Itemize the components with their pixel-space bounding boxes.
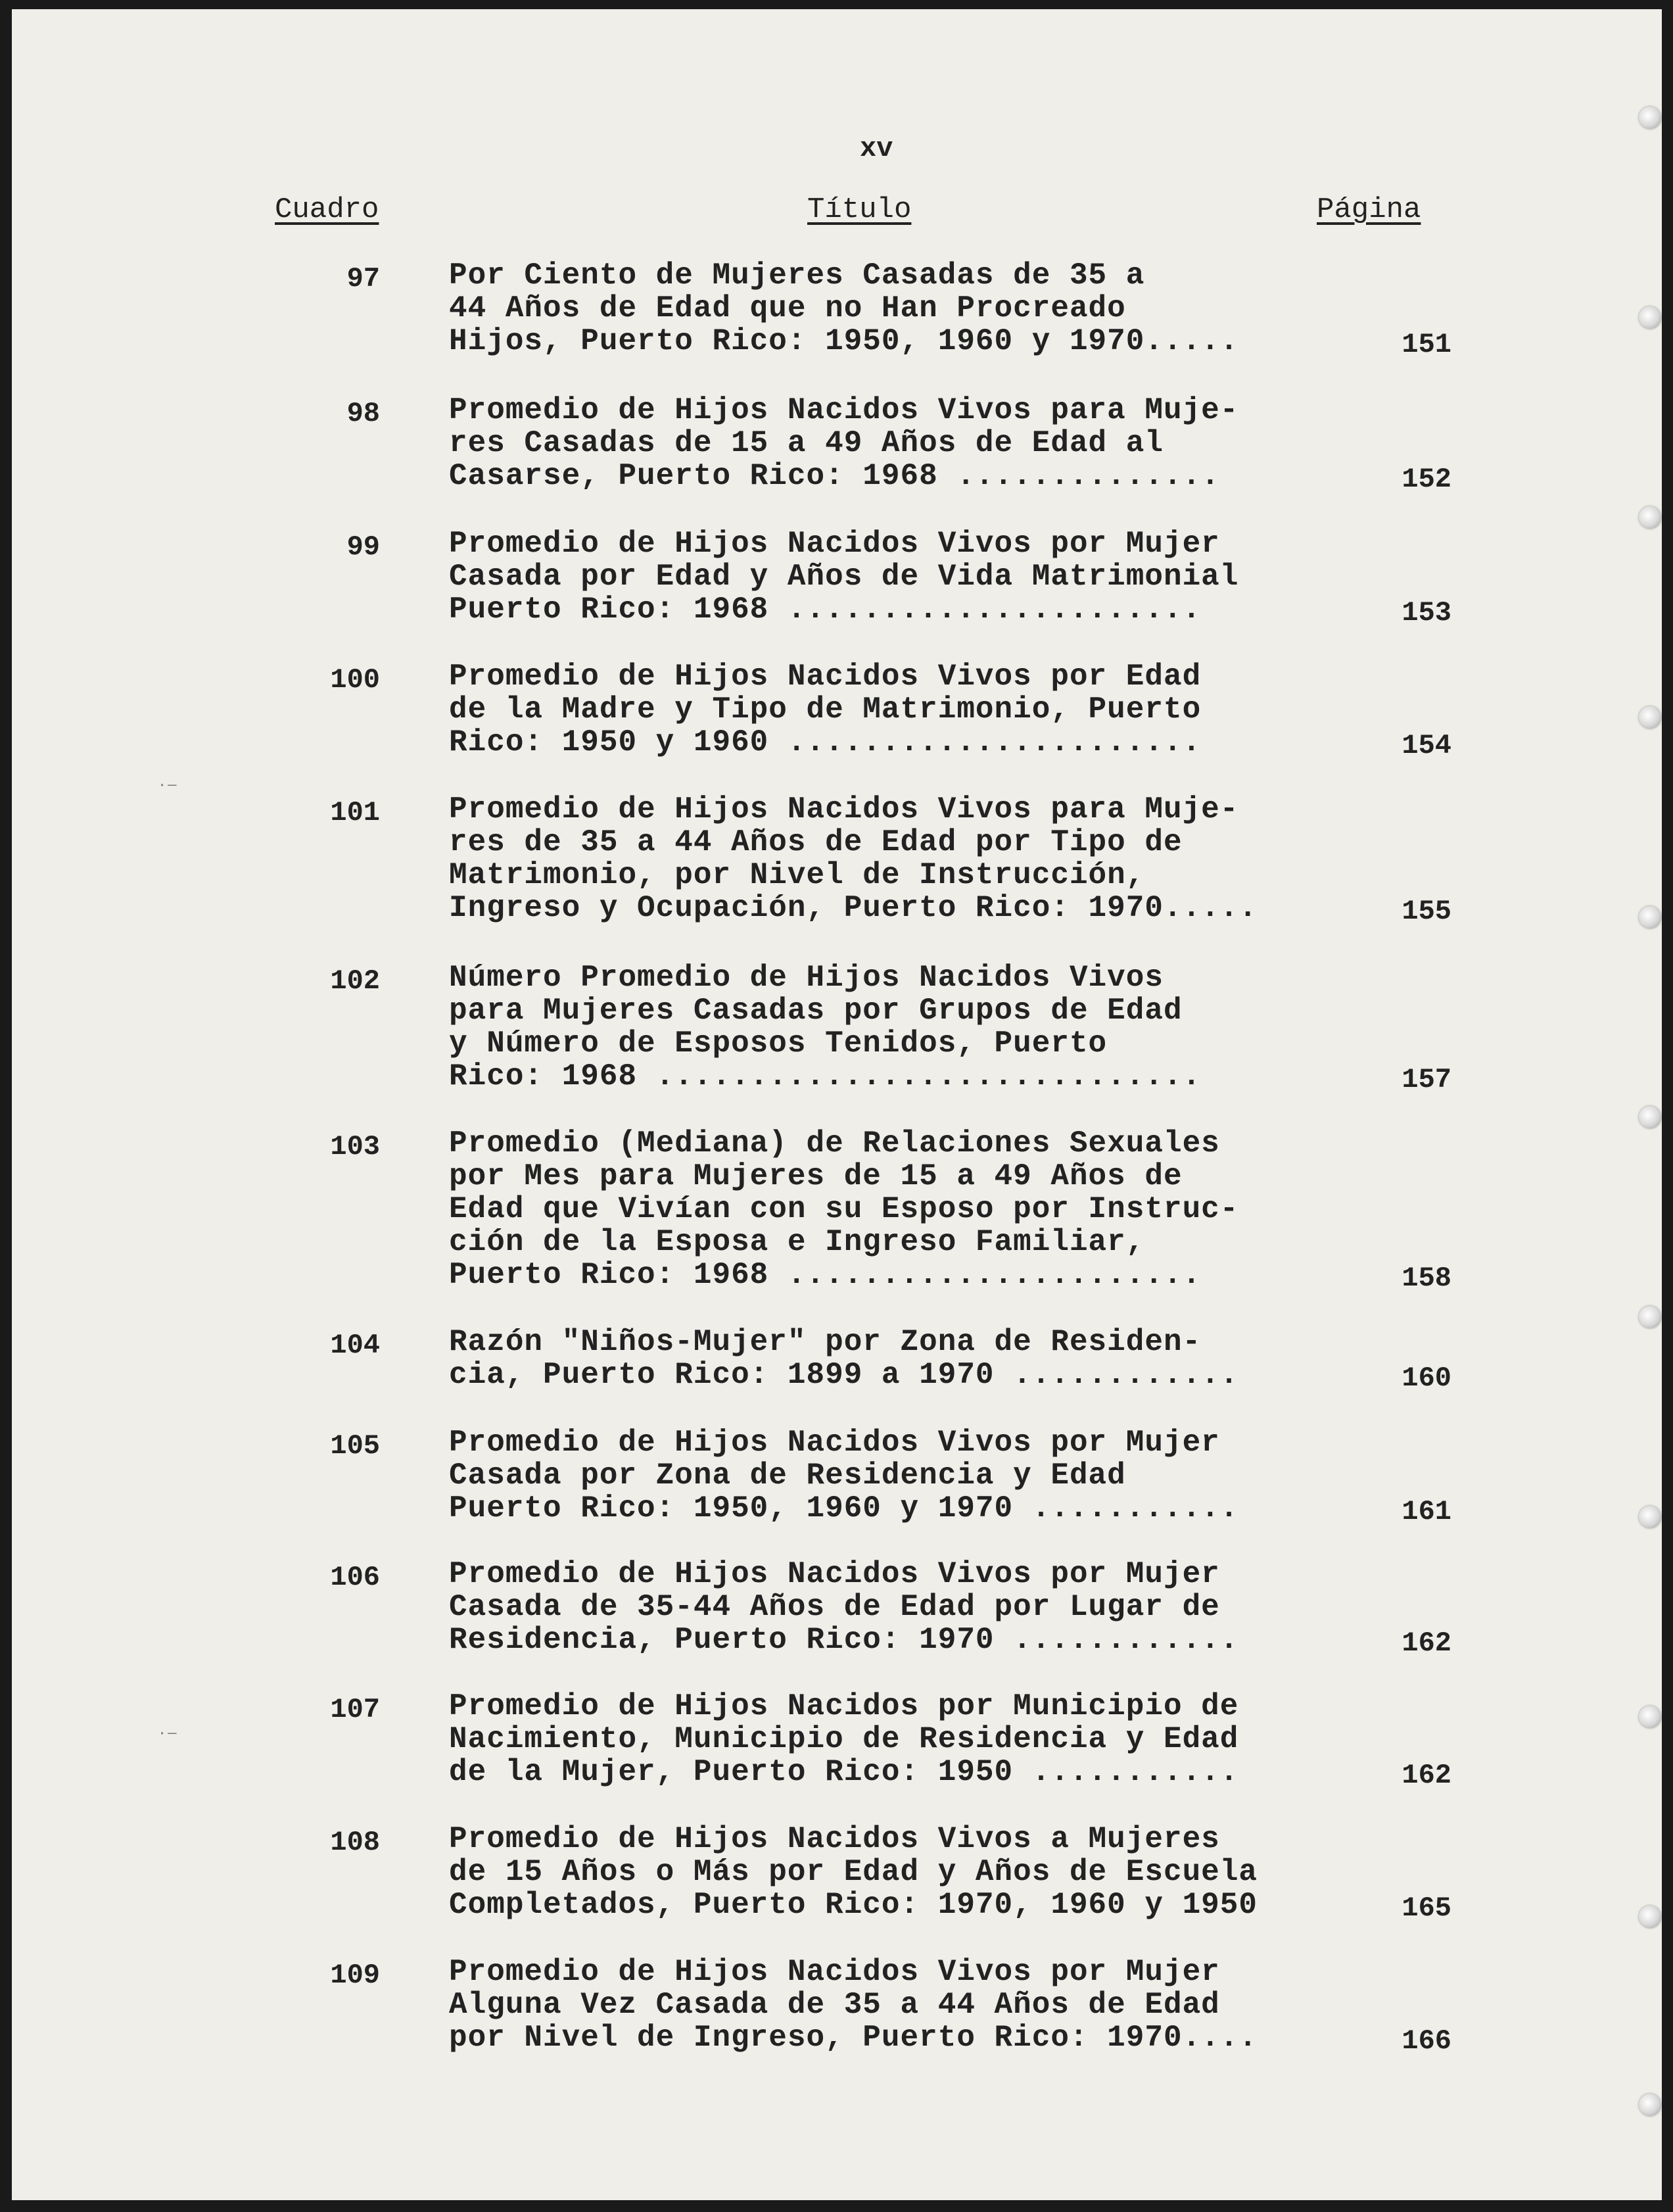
- entry-title-line: Promedio de Hijos Nacidos Vivos para Muje-: [449, 792, 1239, 827]
- cuadro-number: 97: [346, 263, 380, 295]
- entry-title-line: 44 Años de Edad que no Han Procreado: [449, 291, 1126, 325]
- entry-title-line: Nacimiento, Municipio de Residencia y Edad: [449, 1722, 1239, 1756]
- entry-title: [449, 1426, 1323, 1525]
- cuadro-number: 109: [330, 1960, 380, 1991]
- entry-title-line: Casada de 35-44 Años de Edad por Lugar de: [449, 1590, 1220, 1624]
- entry-title-line: Puerto Rico: 1968 ......................: [449, 592, 1202, 627]
- entry-title: [449, 1127, 1323, 1291]
- document-page: [12, 9, 1662, 2200]
- page-reference: 155: [1402, 896, 1451, 927]
- page-reference: 162: [1402, 1760, 1451, 1791]
- entry-title-line: Puerto Rico: 1968 ......................: [449, 1258, 1202, 1292]
- entry-title-line: Por Ciento de Mujeres Casadas de 35 a: [449, 258, 1145, 293]
- entry-title-line: Promedio de Hijos Nacidos Vivos por Edad: [449, 660, 1202, 694]
- entry-title: [449, 394, 1323, 493]
- entry-title-line: res Casadas de 15 a 49 Años de Edad al: [449, 426, 1164, 460]
- entry-title-line: Promedio de Hijos Nacidos Vivos para Muje-: [449, 393, 1239, 427]
- entry-title-line: Promedio de Hijos Nacidos Vivos por Mujer: [449, 1955, 1220, 1989]
- cuadro-number: 107: [330, 1694, 380, 1725]
- entry-title-line: para Mujeres Casadas por Grupos de Edad: [449, 994, 1183, 1028]
- page-reference: 151: [1402, 329, 1451, 360]
- page-reference: 154: [1402, 730, 1451, 761]
- binder-hole: [1639, 906, 1661, 928]
- entry-title-line: Promedio de Hijos Nacidos Vivos por Mujer: [449, 1426, 1220, 1460]
- entry-title-line: Promedio (Mediana) de Relaciones Sexuales: [449, 1126, 1220, 1161]
- entry-title-line: Completados, Puerto Rico: 1970, 1960 y 1950: [449, 1888, 1258, 1922]
- entry-title: [449, 1956, 1323, 2054]
- binder-hole: [1639, 306, 1661, 329]
- entry-title-line: Alguna Vez Casada de 35 a 44 Años de Edad: [449, 1988, 1220, 2022]
- cuadro-number: 105: [330, 1430, 380, 1462]
- cuadro-number: 104: [330, 1330, 380, 1361]
- page-reference: 157: [1402, 1064, 1451, 1095]
- cuadro-number: 101: [330, 797, 380, 829]
- margin-mark: ·—: [158, 1725, 178, 1742]
- entry-title-line: por Mes para Mujeres de 15 a 49 Años de: [449, 1159, 1183, 1193]
- entry-title-line: de la Mujer, Puerto Rico: 1950 ...........: [449, 1755, 1239, 1789]
- entry-title-line: ción de la Esposa e Ingreso Familiar,: [449, 1225, 1145, 1259]
- entry-title-line: de 15 Años o Más por Edad y Años de Escuela: [449, 1855, 1258, 1889]
- entry-title-line: cia, Puerto Rico: 1899 a 1970 ............: [449, 1358, 1239, 1392]
- binder-hole: [1639, 506, 1661, 529]
- entry-title-line: Residencia, Puerto Rico: 1970 ............: [449, 1623, 1239, 1657]
- page-reference: 152: [1402, 464, 1451, 495]
- entry-title-line: Casada por Zona de Residencia y Edad: [449, 1458, 1126, 1493]
- page-reference: 162: [1402, 1627, 1451, 1659]
- entry-title-line: Número Promedio de Hijos Nacidos Vivos: [449, 961, 1164, 995]
- entry-title: [449, 1690, 1323, 1789]
- binder-hole: [1639, 2094, 1661, 2116]
- binder-hole: [1639, 1506, 1661, 1528]
- entry-title: [449, 1823, 1323, 1921]
- entry-title-line: Promedio de Hijos Nacidos Vivos por Mujer: [449, 527, 1220, 561]
- binder-hole: [1639, 1306, 1661, 1328]
- entry-title-line: Edad que Vivían con su Esposo por Instruc-: [449, 1192, 1239, 1226]
- entry-title-line: Rico: 1968 .............................: [449, 1059, 1202, 1094]
- entry-title-line: Hijos, Puerto Rico: 1950, 1960 y 1970.....: [449, 324, 1239, 358]
- cuadro-number: 103: [330, 1131, 380, 1163]
- page-reference: 158: [1402, 1262, 1451, 1294]
- page-reference: 165: [1402, 1892, 1451, 1924]
- entry-title-line: de la Madre y Tipo de Matrimonio, Puerto: [449, 692, 1202, 727]
- entry-title-line: Ingreso y Ocupación, Puerto Rico: 1970.....: [449, 891, 1258, 925]
- binder-hole: [1639, 1706, 1661, 1728]
- page-reference: 161: [1402, 1496, 1451, 1527]
- page-number: xv: [860, 133, 893, 164]
- page-reference: 160: [1402, 1362, 1451, 1394]
- entry-title-line: Puerto Rico: 1950, 1960 y 1970 ...........: [449, 1491, 1239, 1526]
- cuadro-number: 99: [346, 531, 380, 563]
- cuadro-number: 108: [330, 1827, 380, 1858]
- column-header-pagina: Página: [1317, 193, 1421, 226]
- column-header-cuadro: Cuadro: [275, 193, 379, 226]
- binder-hole: [1639, 107, 1661, 129]
- binder-hole: [1639, 706, 1661, 729]
- page-reference: 153: [1402, 597, 1451, 629]
- column-header-titulo: Título: [807, 193, 912, 226]
- entry-title-line: Casada por Edad y Años de Vida Matrimonial: [449, 560, 1239, 594]
- margin-mark: ·—: [158, 777, 178, 794]
- entry-title-line: por Nivel de Ingreso, Puerto Rico: 1970....: [449, 2021, 1258, 2055]
- page-reference: 166: [1402, 2025, 1451, 2057]
- entry-title-line: res de 35 a 44 Años de Edad por Tipo de: [449, 825, 1183, 859]
- entry-title: [449, 259, 1323, 358]
- entry-title-line: Casarse, Puerto Rico: 1968 ..............: [449, 459, 1220, 493]
- binder-hole: [1639, 1906, 1661, 1928]
- entry-title: [449, 527, 1323, 626]
- entry-title: [449, 660, 1323, 759]
- entry-title-line: Promedio de Hijos Nacidos Vivos por Mujer: [449, 1557, 1220, 1591]
- entry-title-line: Razón "Niños-Mujer" por Zona de Residen-: [449, 1325, 1202, 1359]
- entry-title-line: Matrimonio, por Nivel de Instrucción,: [449, 858, 1145, 892]
- cuadro-number: 102: [330, 965, 380, 997]
- entry-title: [449, 961, 1323, 1093]
- entry-title: [449, 1326, 1323, 1391]
- entry-title-line: Promedio de Hijos Nacidos Vivos a Mujeres: [449, 1822, 1220, 1856]
- cuadro-number: 100: [330, 664, 380, 696]
- entry-title-line: y Número de Esposos Tenidos, Puerto: [449, 1026, 1108, 1061]
- entry-title-line: Promedio de Hijos Nacidos por Municipio de: [449, 1689, 1239, 1723]
- entry-title-line: Rico: 1950 y 1960 ......................: [449, 725, 1202, 759]
- cuadro-number: 106: [330, 1562, 380, 1593]
- cuadro-number: 98: [346, 398, 380, 429]
- entry-title: [449, 1558, 1323, 1656]
- entry-title: [449, 793, 1323, 925]
- binder-hole: [1639, 1106, 1661, 1128]
